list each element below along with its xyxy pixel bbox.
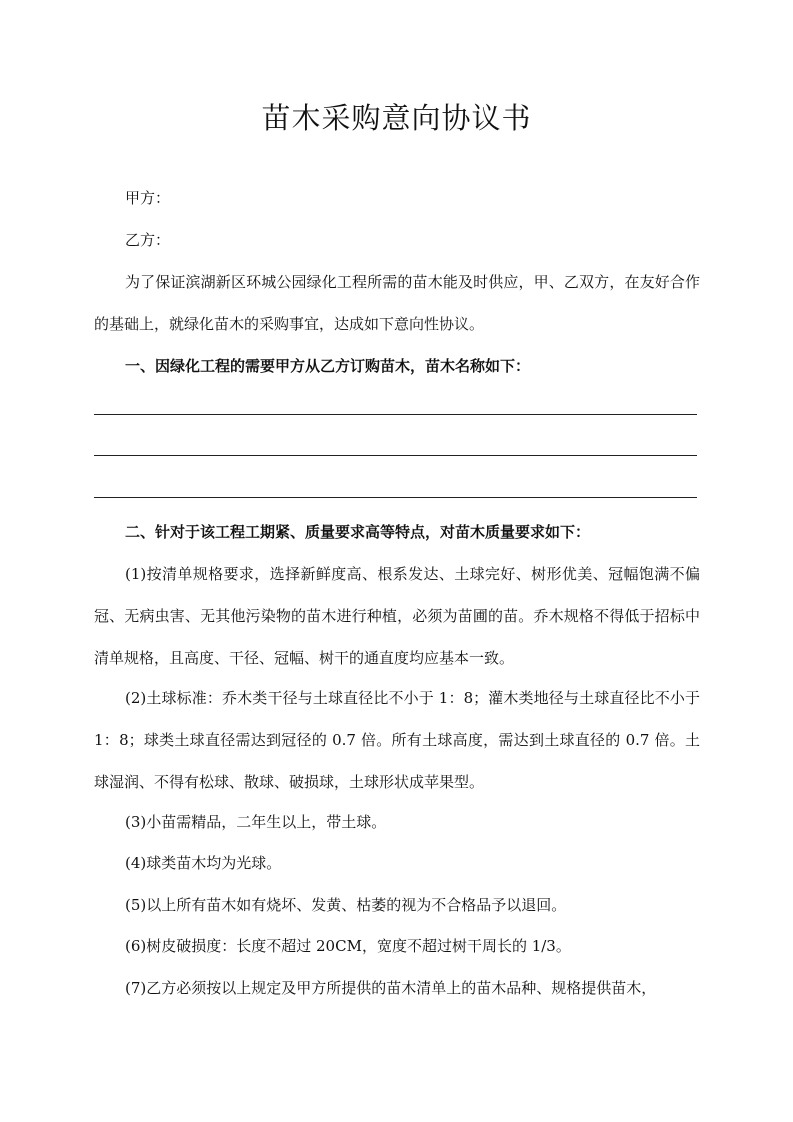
blank-line-3 [94,497,697,498]
quality-item-5: (5)以上所有苗木如有烧坏、发黄、枯萎的视为不合格品予以退回。 [125,896,567,914]
quality-item-2: (2)土球标准：乔木类干径与土球直径比不小于 1：8；灌木类地径与土球直径比不小于 1：8；球类土球直径需达到冠径的 0.7 倍。所有土球高度，需达到土球直径的 0.7 倍。土球湿润、不得有松球、散球、破损球，土球形状成苹果型。 [94,689,700,791]
document-title: 苗木采购意向协议书 [261,101,532,135]
blank-line-2 [94,455,697,456]
quality-item-6: (6)树皮破损度：长度不超过 20CM，宽度不超过树干周长的 1/3。 [125,937,571,955]
quality-item-4: (4)球类苗木均为光球。 [125,854,282,872]
party-a-label: 甲方： [125,189,171,207]
intro-paragraph: 为了保证滨湖新区环城公园绿化工程所需的苗木能及时供应，甲、乙双方，在友好合作的基础上，就绿化苗木的采购事宜，达成如下意向性协议。 [94,273,700,333]
party-b-label: 乙方： [125,231,171,249]
quality-item-3: (3)小苗需精品，二年生以上，带土球。 [125,813,387,831]
section2-heading: 二、针对于该工程工期紧、质量要求高等特点，对苗木质量要求如下： [125,523,591,541]
quality-item-7: (7)乙方必须按以上规定及甲方所提供的苗木清单上的苗木品种、规格提供苗木， [125,979,657,997]
quality-item-1: (1)按清单规格要求，选择新鲜度高、根系发达、土球完好、树形优美、冠幅饱满不偏冠、无病虫害、无其他污染物的苗木进行种植，必须为苗圃的苗。乔木规格不得低于招标中清单规格，且高度、干径、冠幅、树干的通直度均应基本一致。 [94,565,700,667]
blank-line-1 [94,414,697,415]
section1-heading: 一、因绿化工程的需要甲方从乙方订购苗木，苗木名称如下： [125,357,531,375]
